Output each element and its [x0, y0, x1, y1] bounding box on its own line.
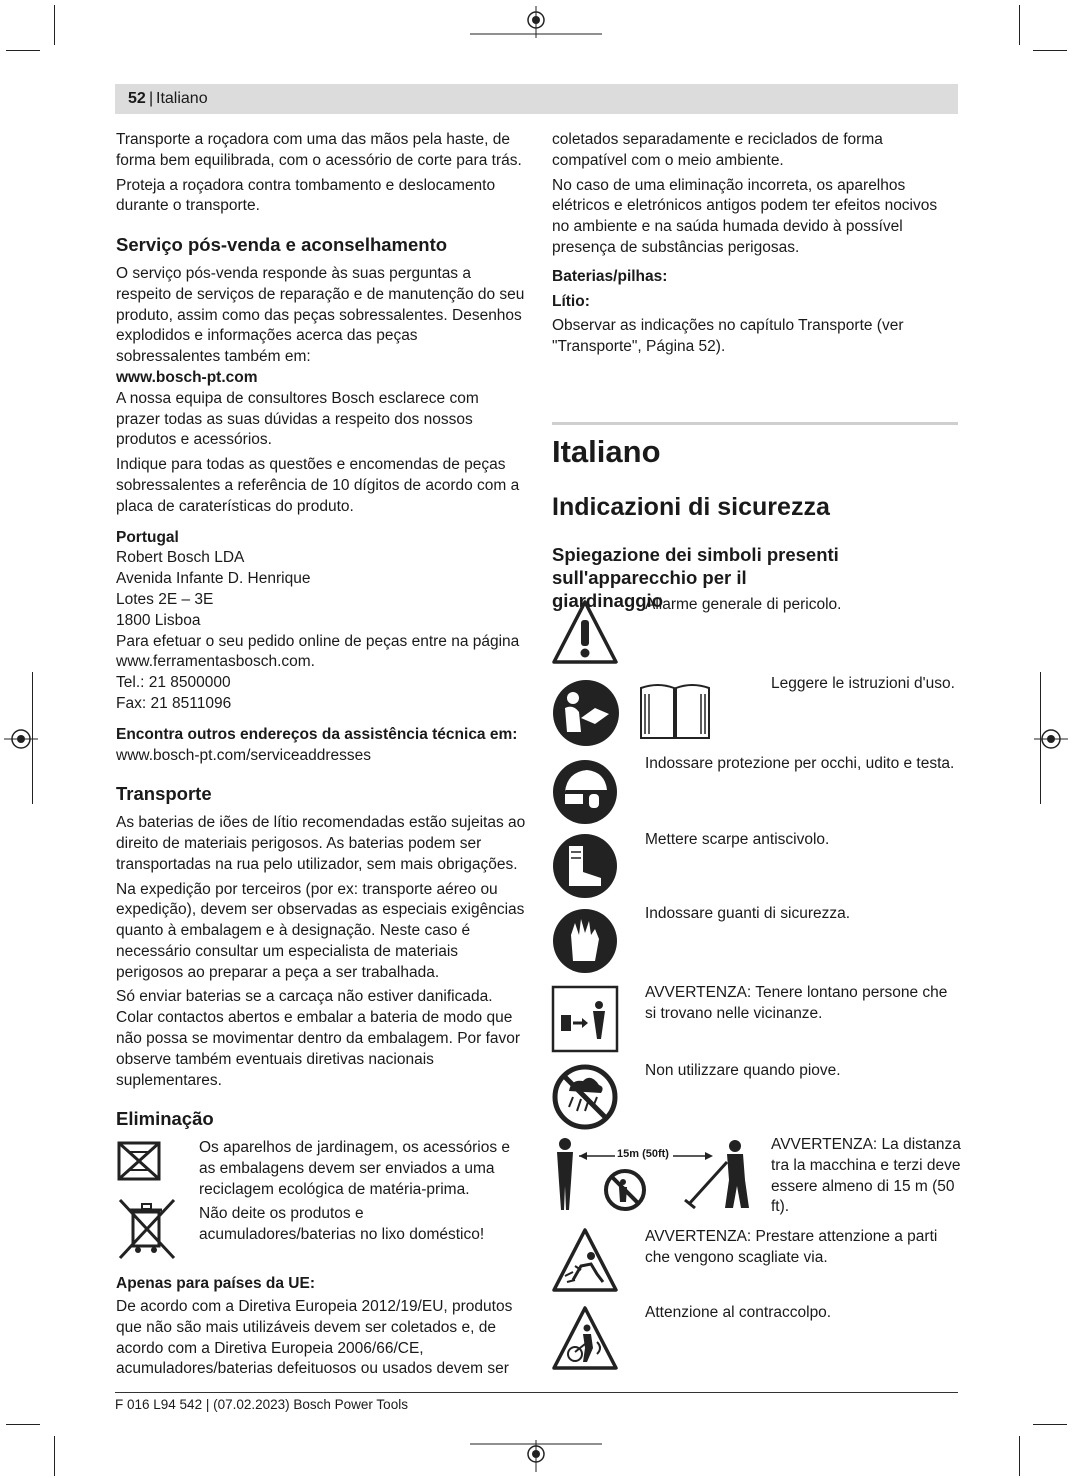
symbol-text: AVVERTENZA: La distanza tra la macchina e terzi deve essere almeno di 15 m (50 ft). [771, 1136, 961, 1216]
paragraph: Indique para todas as questões e encomendas de peças sobressalentes a referência de 10 dígitos de acordo com a placa de caraterísticas do produto. [116, 456, 520, 515]
symbol-text: AVVERTENZA: Prestare attenzione a parti che vengono scagliate via. [645, 1228, 938, 1266]
disposal-heading: Eliminação [116, 1108, 214, 1130]
symbols-title: Spiegazione dei simboli presenti sull'apparecchio per il giardinaggio [552, 544, 839, 611]
paragraph: De acordo com a Diretiva Europeia 2012/19/EU, produtos que não são mais utilizáveis devem ser coletados e, de acordo com a Diretiva Europeia 2006/66/CE, acumuladores/baterias defeituosos ou usados devem ser [116, 1298, 513, 1378]
service-heading: Serviço pós-venda e aconselhamento [116, 234, 448, 256]
symbol-text: Allarme generale di pericolo. [645, 596, 842, 613]
crop-mark [54, 5, 55, 45]
service-text: O serviço pós-venda responde às suas perguntas a respeito de serviços de reparação e de manutenção do seu produto, assim como das peças sobressalentes. Desenhos explodidos e informações acerca das peças sobressalentes também em: [116, 264, 525, 366]
lithium-label: Lítio: [552, 292, 590, 310]
crop-mark [1019, 1436, 1020, 1476]
paragraph: A nossa equipa de consultores Bosch esclarece com prazer todas as suas dúvidas a respeito dos nossos produtos e acessórios. [116, 389, 479, 449]
thrown-objects-icon [551, 1226, 619, 1294]
boots-icon [551, 832, 619, 900]
address-line: Para efetuar o seu pedido online de peças entre na página www.ferramentasbosch.com. [116, 632, 520, 671]
crop-mark [1019, 5, 1020, 45]
transport-heading: Transporte [116, 783, 212, 805]
eu-label: Apenas para países da UE: [116, 1275, 315, 1293]
service-link[interactable]: www.bosch-pt.com [116, 368, 258, 386]
head-protection-icon [551, 758, 619, 826]
symbol-text: Indossare guanti di sicurezza. [645, 905, 851, 922]
footer-divider [115, 1392, 958, 1393]
symbol-text: Non utilizzare quando piove. [645, 1062, 841, 1079]
crop-mark [1033, 50, 1067, 51]
safety-title: Indicazioni di sicurezza [552, 493, 830, 521]
address-block [116, 548, 526, 714]
disposal-block [116, 1138, 526, 1262]
page-header [115, 84, 958, 114]
crop-mark [6, 50, 40, 51]
more-addresses-link[interactable]: www.bosch-pt.com/serviceaddresses [116, 746, 371, 764]
gloves-icon [551, 907, 619, 975]
address-line: Robert Bosch LDA [116, 549, 245, 567]
portugal-label: Portugal [116, 528, 179, 546]
crop-mark [54, 1436, 55, 1476]
paragraph: coletados separadamente e reciclados de forma compatível com o meio ambiente. [552, 131, 883, 169]
kickback-icon [551, 1304, 619, 1372]
language-title: Italiano [552, 434, 661, 469]
paragraph: Não deite os produtos e acumuladores/baterias no lixo doméstico! [199, 1205, 485, 1244]
address-line: 1800 Lisboa [116, 611, 201, 629]
recycle-packaging-icon [116, 1140, 162, 1182]
crop-mark [6, 1424, 40, 1425]
distance-label: 15m (50ft) [617, 1148, 669, 1160]
paragraph: As baterias de iões de lítio recomendadas estão sujeitas ao direito de materiais perigosos. As baterias podem ser transportadas na rua pelo utilizador, sem mais obrigações. [116, 814, 526, 873]
header-separator: | [149, 90, 154, 107]
keep-away-icon [551, 985, 619, 1053]
footer-text: F 016 L94 542 | (07.02.2023) Bosch Power Tools [115, 1397, 408, 1412]
warning-triangle-icon [551, 598, 619, 666]
registration-mark-icon [1034, 722, 1068, 756]
address-line: Lotes 2E – 3E [116, 590, 214, 608]
left-column [116, 130, 526, 1380]
address-line: Fax: 21 8511096 [116, 694, 232, 712]
paragraph: Na expedição por terceiros (por ex: transporte aéreo ou expedição), devem ser observadas as especiais exigências quanto à embalagem e à designação. Neste caso é necessário consultar um especialista de materiais perigosos ao preparar a peça a ser trabalhada. [116, 880, 525, 981]
crop-mark [1033, 1424, 1067, 1425]
address-line: Avenida Infante D. Henrique [116, 570, 311, 588]
read-manual-icon [551, 678, 623, 748]
symbol-text: Mettere scarpe antiscivolo. [645, 831, 830, 848]
open-book-icon [638, 682, 712, 742]
registration-mark-icon [4, 722, 38, 756]
symbol-text: Attenzione al contraccolpo. [645, 1304, 832, 1321]
paragraph: Proteja a roçadora contra tombamento e deslocamento durante o transporte. [116, 176, 496, 215]
address-line: Tel.: 21 8500000 [116, 674, 231, 692]
more-addresses-label: Encontra outros endereços da assistência técnica em: [116, 725, 518, 743]
batteries-label: Baterias/pilhas: [552, 267, 668, 285]
paragraph: Observar as indicações no capítulo Transporte (ver "Transporte", Página 52). [552, 317, 904, 356]
paragraph [116, 264, 526, 368]
crossed-bin-icon [116, 1196, 178, 1262]
symbol-text: Leggere le istruzioni d'uso. [771, 675, 955, 692]
registration-mark-icon [470, 6, 602, 38]
no-rain-icon [551, 1063, 619, 1131]
divider [552, 422, 958, 425]
paragraph: Os aparelhos de jardinagem, os acessórios e as embalagens devem ser enviados a uma reciclagem ecológica de matéria-prima. [199, 1139, 511, 1198]
paragraph: No caso de uma eliminação incorreta, os aparelhos elétricos e eletrónicos antigos podem ter efeitos nocivos no ambiente e na saúda humada devido à possível presença de substâncias perigosas. [552, 176, 938, 256]
symbol-text: Indossare protezione per occhi, udito e testa. [645, 755, 955, 772]
paragraph: Só enviar baterias se a carcaça não estiver danificada. Colar contactos abertos e embalar a bateria de modo que não possa se movimentar dentro da embalagem. Por favor observe também eventuais diretivas nacionais suplementares. [116, 988, 521, 1089]
paragraph: Transporte a roçadora com uma das mãos pela haste, de forma bem equilibrada, com o acessório de corte para trás. [116, 131, 522, 169]
symbol-text: AVVERTENZA: Tenere lontano persone che si trovano nelle vicinanze. [645, 984, 948, 1022]
right-column [552, 130, 958, 362]
page-number: 52 [128, 90, 146, 107]
registration-mark-icon [470, 1440, 602, 1472]
header-language: Italiano [156, 90, 208, 107]
